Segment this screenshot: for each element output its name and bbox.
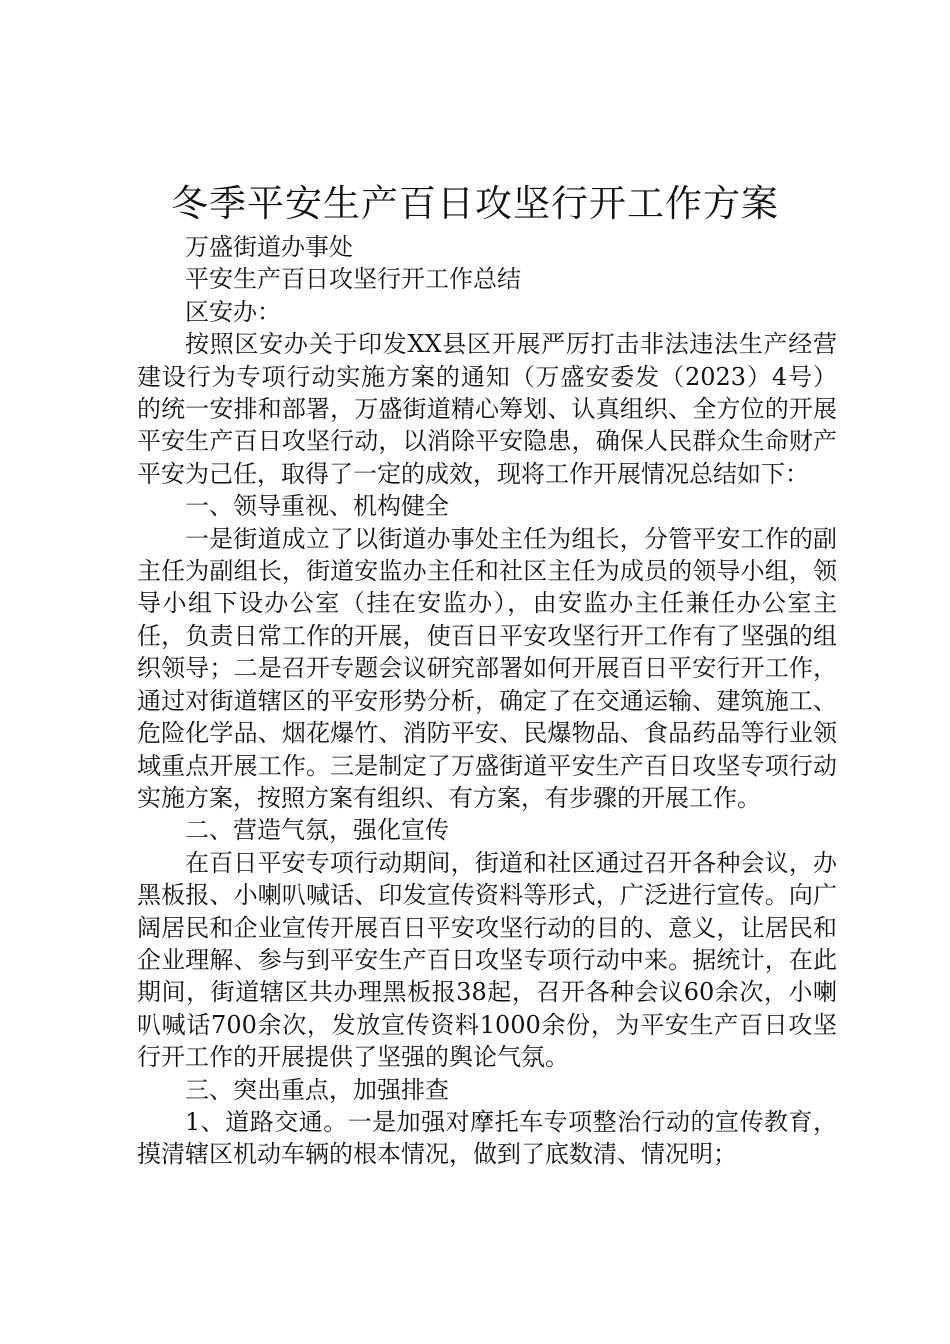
section-2-paragraph: 在百日平安专项行动期间，街道和社区通过召开各种会议，办黑板报、小喇叭喊话、印发宣传资料等形式，广泛进行宣传。向广阔居民和企业宣传开展百日平安攻坚行动的目的、意义，让居民和企业理解、参与到平安生产百日攻坚专项行动中来。据统计，在此期间，街道辖区共办理黑板报38起，召开各种会议60余次，小喇叭喊话700余次，发放宣传资料1000余份，为平安生产百日攻坚行开工作的开展提供了坚强的舆论气氛。	[137, 848, 837, 1072]
addressee-line: 区安办：	[185, 297, 281, 326]
section-heading-1: 一、领导重视、机构健全	[185, 492, 449, 521]
document-body	[137, 231, 837, 1171]
section-1-paragraph: 一是街道成立了以街道办事处主任为组长，分管平安工作的副主任为副组长，街道安监办主任和社区主任为成员的领导小组，领导小组下设办公室（挂在安监办），由安监办主任兼任办公室主任，负责日常工作的开展，使百日平安攻坚行开工作有了坚强的组织领导；二是召开专题会议研究部署如何开展百日平安行开工作，通过对街道辖区的平安形势分析，确定了在交通运输、建筑施工、危险化学品、烟花爆竹、消防平安、民爆物品、食品药品等行业领域重点开展工作。三是制定了万盛街道平安生产百日攻坚专项行动实施方案，按照方案有组织、有方案，有步骤的开展工作。	[137, 524, 837, 812]
issuer-line: 万盛街道办事处	[185, 233, 353, 261]
section-heading-2: 二、营造气氛，强化宣传	[185, 816, 449, 845]
report-subtitle: 平安生产百日攻坚行开工作总结	[185, 265, 521, 294]
section-heading-3: 三、突出重点，加强排查	[185, 1075, 449, 1104]
intro-paragraph: 按照区安办关于印发XX县区开展严厉打击非法违法生产经营建设行为专项行动实施方案的通知（万盛安委发（2023）4号）的统一安排和部署，万盛街道精心筹划、认真组织、全方位的开展平安生产百日攻坚行动，以消除平安隐患，确保人民群众生命财产平安为己任，取得了一定的成效，现将工作开展情况总结如下：	[137, 330, 837, 488]
section-3-paragraph: 1、道路交通。一是加强对摩托车专项整治行动的宣传教育，摸清辖区机动车辆的根本情况，做到了底数清、情况明；	[137, 1107, 837, 1169]
document-title: 冬季平安生产百日攻坚行开工作方案	[171, 182, 779, 225]
